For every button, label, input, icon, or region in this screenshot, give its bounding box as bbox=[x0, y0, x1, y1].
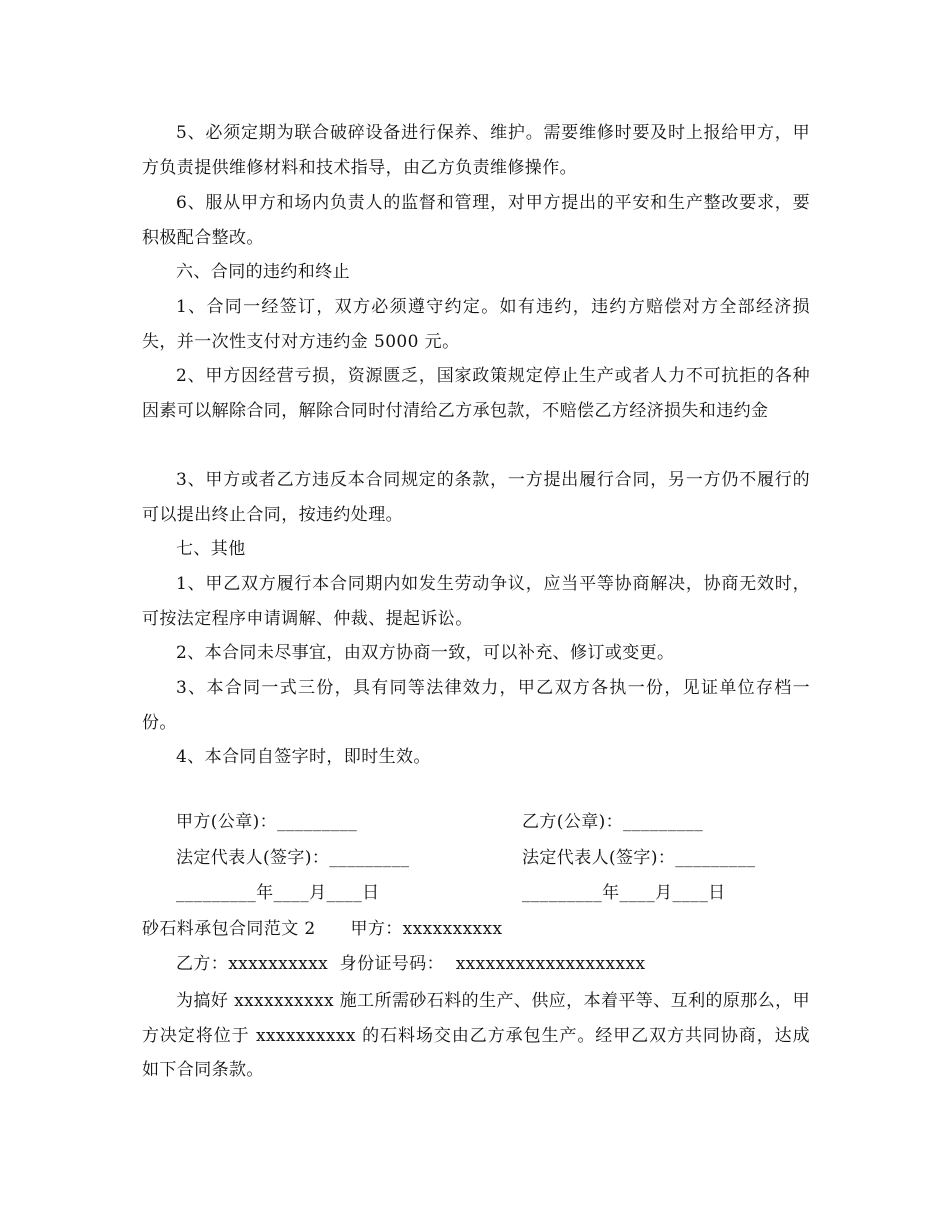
party-a-representative-line: 法定代表人(签字)：_________ bbox=[176, 848, 410, 868]
breach-clause-2: 2、甲方因经营亏损，资源匮乏，国家政策规定停止生产或者人力不可抗拒的各种因素可以解除合同，解除合同时付清给乙方承包款，不赔偿乙方经济损失和违约金 bbox=[142, 366, 810, 421]
section-7-heading: 七、其他 bbox=[176, 539, 246, 559]
clause-5-paragraph: 5、必须定期为联合破碎设备进行保养、维护。需要维修时要及时上报给甲方，甲方负责提供维修材料和技术指导，由乙方负责维修操作。 bbox=[142, 123, 810, 178]
section-6-heading: 六、合同的违约和终止 bbox=[176, 262, 350, 282]
clause-6-paragraph: 6、服从甲方和场内负责人的监督和管理，对甲方提出的平安和生产整改要求，要积极配合整改。 bbox=[142, 193, 810, 248]
other-clause-1: 1、甲乙双方履行本合同期内如发生劳动争议，应当平等协商解决，协商无效时，可按法定程序申请调解、仲裁、提起诉讼。 bbox=[142, 574, 810, 629]
contract-2-intro-paragraph: 为搞好 xxxxxxxxxx 施工所需砂石料的生产、供应，本着平等、互利的原那么，甲方决定将位于 xxxxxxxxxx 的石料场交由乙方承包生产。经甲乙双方共同协商，达成如下合同条款。 bbox=[142, 991, 810, 1080]
breach-clause-1: 1、合同一经签订，双方必须遵守约定。如有违约，违约方赔偿对方全部经济损失，并一次性支付对方违约金 5000 元。 bbox=[142, 297, 810, 352]
breach-clause-3: 3、甲方或者乙方违反本合同规定的条款，一方提出履行合同，另一方仍不履行的可以提出终止合同，按违约处理。 bbox=[142, 470, 810, 525]
party-a-date-line: _________年____月____日 bbox=[176, 883, 380, 903]
party-a-seal-line: 甲方(公章)：_________ bbox=[176, 812, 358, 832]
party-b-representative-line: 法定代表人(签字)：_________ bbox=[522, 848, 756, 868]
contract-2-party-b-line: 乙方：xxxxxxxxxx 身份证号码： xxxxxxxxxxxxxxxxxxx bbox=[176, 954, 646, 974]
party-b-date-line: _________年____月____日 bbox=[522, 883, 726, 903]
other-clause-4: 4、本合同自签字时，即时生效。 bbox=[176, 747, 431, 767]
contract-2-title-line: 砂石料承包合同范文 2 甲方：xxxxxxxxxx bbox=[142, 919, 503, 939]
other-clause-3: 3、本合同一式三份，具有同等法律效力，甲乙双方各执一份，见证单位存档一份。 bbox=[142, 678, 810, 733]
other-clause-2: 2、本合同未尽事宜，由双方协商一致，可以补充、修订或变更。 bbox=[176, 643, 675, 663]
party-b-seal-line: 乙方(公章)：_________ bbox=[522, 812, 704, 832]
